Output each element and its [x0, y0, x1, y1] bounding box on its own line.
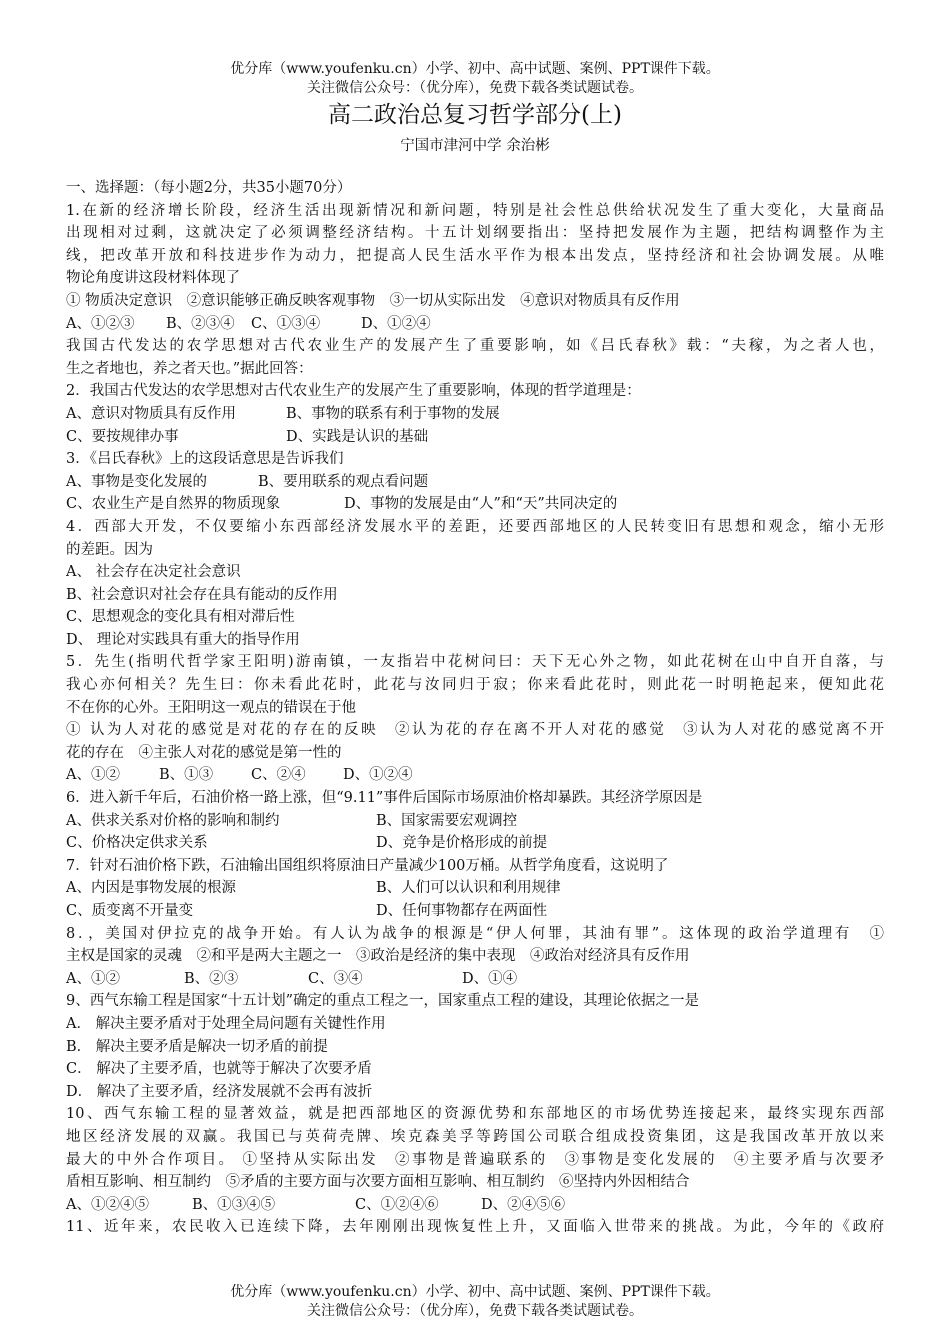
question-5-options: [66, 764, 884, 787]
option-a: A、内因是事物发展的根源: [66, 880, 236, 897]
option-b: B、②③: [184, 970, 239, 987]
option-c: C、③④: [308, 970, 363, 987]
question-5-line: 花的存在 ④主张人对花的感觉是第一性的: [66, 744, 342, 761]
question-10-options: [66, 1194, 884, 1217]
option-c: C、②④: [251, 767, 306, 784]
option-d: D、①②④: [361, 315, 431, 332]
option-b: B、①③: [159, 767, 214, 784]
option-c: C、①②④⑥: [355, 1196, 439, 1213]
document-author: 宁国市津河中学 余治彬: [400, 138, 550, 154]
question-11-line: 11、近年来，农民收入已连续下降，去年刚刚出现恢复性上升，又面临入世带来的挑战。为此，今年的《政府: [66, 1219, 884, 1236]
header-line-2: 关注微信公众号：（优分库），免费下载各类试题试卷。: [307, 80, 643, 96]
option-a: A、①②④⑤: [66, 1196, 149, 1213]
option-d: D、事物的发展是由“人”和“天”共同决定的: [344, 496, 618, 513]
option-b: B、②③④: [166, 315, 235, 332]
question-1-line: 1.在新的经济增长阶段，经济生活出现新情况和新问题，特别是社会性总供给状况发生了重大变化，大量商品: [66, 202, 884, 219]
question-8-line: 主权是国家的灵魂 ②和平是两大主题之一 ③政治是经济的集中表现 ④政治对经济具有反作用: [66, 948, 690, 965]
option-d: D． 解决了主要矛盾，经济发展就不会再有波折: [66, 1083, 373, 1100]
option-c: C． 解决了主要矛盾，也就等于解决了次要矛盾: [66, 1061, 372, 1078]
question-1-statements: ① 物质决定意识 ②意识能够正确反映客观事物 ③一切从实际出发 ④意识对物质具有反作用: [66, 292, 680, 309]
question-1-line: 出现相对过剩，这就决定了必须调整经济结构。十五计划纲要指出：坚持把发展作为主题，把结构调整作为主: [66, 225, 884, 242]
document-body: [66, 177, 884, 1239]
question-10-line: 盾相互影响、相互制约 ⑤矛盾的主要方面与次要方面相互影响、相互制约 ⑥坚持内外因相结合: [66, 1174, 690, 1191]
question-6-options-row-2: [66, 832, 884, 855]
question-10-line: 10、西气东输工程的显著效益，就是把西部地区的资源优势和东部地区的市场优势连接起来，最终实现东西部: [66, 1106, 884, 1123]
question-7-options-row-1: [66, 877, 884, 900]
question-4-line: 的差距。因为: [66, 541, 153, 558]
option-a: A、①②: [66, 970, 120, 987]
section-heading: 一、选择题：（每小题2分，共35小题70分）: [66, 180, 352, 196]
option-c: C、思想观念的变化具有相对滞后性: [66, 609, 295, 626]
option-d: D、 理论对实践具有重大的指导作用: [66, 631, 300, 648]
option-b: B、①③④⑤: [192, 1196, 276, 1213]
passage-intro-line: 生之者地也，养之者天也。”据此回答：: [66, 360, 313, 377]
option-d: D、任何事物都存在两面性: [376, 903, 548, 919]
footer-line-1: 优分库（www.youfenku.cn）小学、初中、高中试题、案例、PPT课件下载。: [230, 1284, 720, 1300]
question-1-line: 物论角度讲这段材料体现了: [66, 270, 240, 287]
question-7-options-row-2: [66, 900, 884, 923]
option-d: D、②④⑤⑥: [481, 1196, 566, 1213]
option-a: A、 社会存在决定社会意识: [66, 564, 241, 581]
option-a: A． 解决主要矛盾对于处理全局问题有关键性作用: [66, 1015, 386, 1032]
page-header: [0, 60, 950, 98]
question-8-line: 8．，美国对伊拉克的战争开始。有人认为战争的根源是“伊人何罪，其油有罪”。这体现的政治学道理有 ①: [66, 925, 884, 942]
question-2-options-row-2: [66, 426, 884, 449]
option-d: D、①④: [462, 970, 518, 987]
option-b: B、要用联系的观点看问题: [258, 473, 429, 490]
question-2-options-row-1: [66, 403, 884, 426]
option-d: D、①②④: [343, 767, 413, 784]
question-10-line: 地区经济发展的双赢。我国已与英荷壳牌、埃克森美孚等跨国公司联合组成投资集团，这是我国改革开放以来: [66, 1128, 884, 1145]
question-4-line: 4．西部大开发，不仅要缩小东西部经济发展水平的差距，还要西部地区的人民转变旧有思想和观念，缩小无形: [66, 518, 884, 535]
question-6-stem: 6．进入新千年后，石油价格一路上涨，但“9.11”事件后国际市场原油价格却暴跌。其经济学原因是: [66, 790, 703, 807]
option-c: C、质变离不开量变: [66, 903, 194, 919]
question-6-options-row-1: [66, 810, 884, 833]
option-b: B、国家需要宏观调控: [376, 812, 518, 829]
question-1-line: 线，把改革开放和科技进步作为动力，把提高人民生活水平作为根本出发点，坚持经济和社会协调发展。从唯: [66, 247, 884, 264]
option-c: C、①③④: [251, 315, 321, 332]
question-2-stem: 2．我国古代发达的农学思想对古代农业生产的发展产生了重要影响，体现的哲学道理是：: [66, 383, 641, 400]
question-3-options-row-2: [66, 493, 884, 516]
option-a: A、①②: [66, 767, 120, 784]
option-b: B． 解决主要矛盾是解决一切矛盾的前提: [66, 1038, 328, 1055]
header-line-1: 优分库（www.youfenku.cn）小学、初中、高中试题、案例、PPT课件下载。: [230, 61, 720, 77]
page-footer: [0, 1283, 950, 1321]
option-a: A、意识对物质具有反作用: [66, 405, 236, 422]
option-a: A、①②③: [66, 315, 135, 332]
question-3-stem: 3．《吕氏春秋》上的这段话意思是告诉我们: [66, 451, 344, 468]
option-b: B、人们可以认识和利用规律: [376, 880, 561, 897]
question-5-line: 我心亦何相关？先生曰：你未看此花时，此花与汝同归于寂；你来看此花时，则此花一时明艳起来，便知此花: [66, 677, 884, 694]
option-c: C、农业生产是自然界的物质现象: [66, 496, 281, 513]
option-a: A、供求关系对价格的影响和制约: [66, 812, 280, 829]
question-1-options: [66, 313, 884, 336]
option-a: A、事物是变化发展的: [66, 473, 207, 490]
option-d: D、竞争是价格形成的前提: [376, 835, 548, 852]
question-9-stem: 9、西气东输工程是国家“十五计划”确定的重点工程之一，国家重点工程的建设，其理论依据之一是: [66, 993, 700, 1010]
question-7-stem: 7．针对石油价格下跌，石油输出国组织将原油日产量减少100万桶。从哲学角度看，这说明了: [66, 857, 669, 874]
document-title: 高二政治总复习哲学部分(上): [328, 102, 622, 128]
option-c: C、价格决定供求关系: [66, 835, 208, 852]
footer-line-2: 关注微信公众号：（优分库），免费下载各类试题试卷。: [307, 1303, 643, 1319]
option-b: B、事物的联系有利于事物的发展: [286, 405, 500, 422]
question-8-options: [66, 968, 884, 991]
passage-intro-line: 我国古代发达的农学思想对古代农业生产的发展产生了重要影响，如《吕氏春秋》载：“夫稼，为之者人也，: [66, 338, 884, 355]
option-d: D、实践是认识的基础: [286, 428, 429, 445]
option-b: B、社会意识对社会存在具有能动的反作用: [66, 586, 338, 603]
question-5-line: ① 认为人对花的感觉是对花的存在的反映 ②认为花的存在离不开人对花的感觉 ③认为人对花的感觉离不开: [66, 722, 884, 739]
question-3-options-row-1: [66, 471, 884, 494]
question-10-line: 最大的中外合作项目。 ①坚持从实际出发 ②事物是普遍联系的 ③事物是变化发展的 ④主要矛盾与次要矛: [66, 1151, 884, 1168]
question-5-line: 5．先生(指明代哲学家王阳明)游南镇，一友指岩中花树问曰：天下无心外之物，如此花树在山中自开自落，与: [66, 654, 884, 671]
option-c: C、要按规律办事: [66, 428, 179, 445]
question-5-line: 不在你的心外。王阳明这一观点的错误在于他: [66, 699, 356, 716]
